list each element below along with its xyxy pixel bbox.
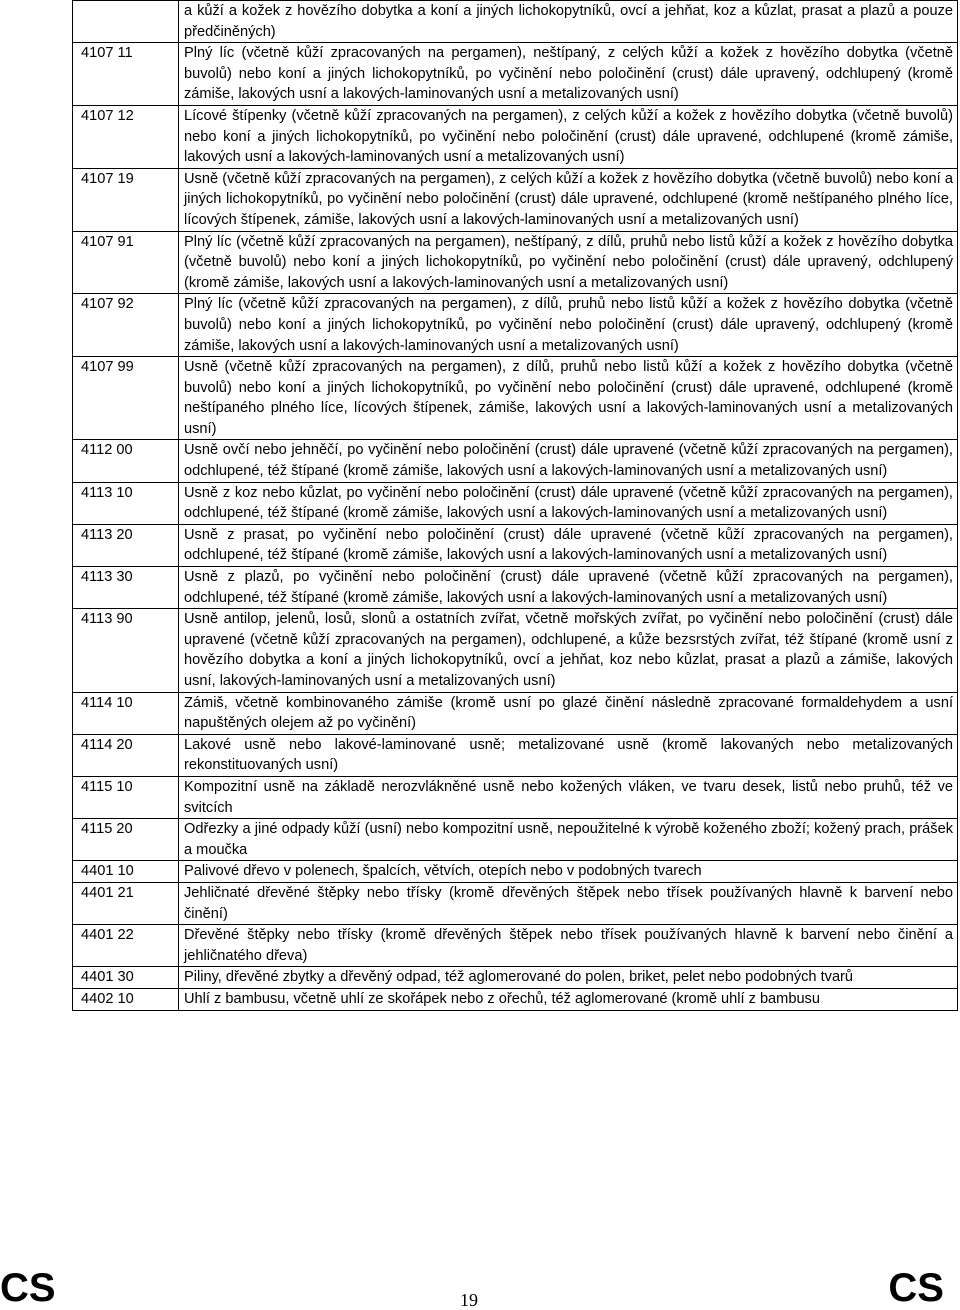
tariff-code: 4113 90 — [73, 609, 179, 692]
tariff-code: 4107 92 — [73, 294, 179, 357]
tariff-description: Usně (včetně kůží zpracovaných na pergamen), z celých kůží a kožek z hovězího dobytka (včetně buvolů) nebo koní a jiných lichokopytníků, po vyčinění nebo poločinění (crust) dále upravené, odchlupené (kromě neštípaného plného líce, lícových štípenek, zámiše, lakových usní a lakových-laminovaných usní a metalizovaných usní) — [179, 168, 958, 231]
tariff-code: 4107 19 — [73, 168, 179, 231]
tariff-code: 4401 30 — [73, 967, 179, 989]
tariff-code: 4402 10 — [73, 988, 179, 1010]
tariff-description: Plný líc (včetně kůží zpracovaných na pergamen), neštípaný, z celých kůží a kožek z hovězího dobytka (včetně buvolů) nebo koní a jiných lichokopytníků, po vyčinění nebo poločinění (crust) dále upravený, odchlupený (kromě zámiše, lakových usní a lakových-laminovaných usní a metalizovaných usní) — [179, 43, 958, 106]
footer-language-label-right: CS — [888, 1266, 944, 1310]
tariff-description: Usně (včetně kůží zpracovaných na pergamen), z dílů, pruhů nebo listů kůží a kožek z hovězího dobytka (včetně buvolů) nebo koní a jiných lichokopytníků, po vyčinění nebo poločinění (crust) dále upravené, odchlupené (kromě neštípaného plného líce, lícových štípenek, zámiše, lakových usní a lakových-laminovaných usní a metalizovaných usní) — [179, 357, 958, 440]
tariff-code: 4401 22 — [73, 925, 179, 967]
tariff-description: Odřezky a jiné odpady kůží (usní) nebo kompozitní usně, nepoužitelné k výrobě koženého zboží; kožený prach, prášek a moučka — [179, 819, 958, 861]
table-row — [73, 357, 958, 440]
table-row — [73, 482, 958, 524]
tariff-description: Palivové dřevo v polenech, špalcích, větvích, otepích nebo v podobných tvarech — [179, 861, 958, 883]
table-row — [73, 692, 958, 734]
table-row — [73, 861, 958, 883]
tariff-code: 4114 20 — [73, 734, 179, 776]
table-row — [73, 231, 958, 294]
tariff-description: Plný líc (včetně kůží zpracovaných na pergamen), z dílů, pruhů nebo listů kůží a kožek z hovězího dobytka (včetně buvolů) nebo koní a jiných lichokopytníků, po vyčinění nebo poločinění (crust) dále upravený, odchlupený (kromě zámiše, lakových usní a lakových-laminovaných usní a metalizovaných usní) — [179, 294, 958, 357]
tariff-description: Usně ovčí nebo jehněčí, po vyčinění nebo poločinění (crust) dále upravené (včetně kůží zpracovaných na pergamen), odchlupené, též štípané (kromě zámiše, lakových usní a lakových-laminovaných usní a metalizovaných usní) — [179, 440, 958, 482]
tariff-description: Uhlí z bambusu, včetně uhlí ze skořápek nebo z ořechů, též aglomerované (kromě uhlí z bambusu — [179, 988, 958, 1010]
tariff-code: 4401 10 — [73, 861, 179, 883]
tariff-description: Zámiš, včetně kombinovaného zámiše (kromě usní po glazé činění následně zpracované formaldehydem a usní napuštěných olejem až po vyčinění) — [179, 692, 958, 734]
tariff-description: Jehličnaté dřevěné štěpky nebo třísky (kromě dřevěných štěpek nebo třísek používaných hlavně k barvení nebo činění) — [179, 882, 958, 924]
table-row — [73, 440, 958, 482]
footer-language-label-left: CS — [0, 1266, 56, 1310]
tariff-code: 4401 21 — [73, 882, 179, 924]
page-number: 19 — [460, 1290, 478, 1310]
tariff-description: Lakové usně nebo lakové-laminované usně; metalizované usně (kromě lakovaných nebo metalizovaných rekonstituovaných usní) — [179, 734, 958, 776]
tariff-description: Kompozitní usně na základě nerozvlákněné usně nebo kožených vláken, ve tvaru desek, listů nebo pruhů, též ve svitcích — [179, 776, 958, 818]
table-row — [73, 988, 958, 1010]
table-row — [73, 567, 958, 609]
tariff-code: 4115 10 — [73, 776, 179, 818]
table-row — [73, 105, 958, 168]
tariff-description: Dřevěné štěpky nebo třísky (kromě dřevěných štěpek nebo třísek používaných hlavně k barvení nebo činění a jehličnatého dřeva) — [179, 925, 958, 967]
tariff-table-body — [73, 1, 958, 1011]
tariff-code: 4112 00 — [73, 440, 179, 482]
table-row — [73, 524, 958, 566]
table-row — [73, 882, 958, 924]
tariff-description: Lícové štípenky (včetně kůží zpracovaných na pergamen), z celých kůží a kožek z hovězího dobytka (včetně buvolů) nebo koní a jiných lichokopytníků, po vyčinění nebo poločinění (crust) dále upravené, odchlupené (kromě zámiše, lakových usní a lakových-laminovaných usní a metalizovaných usní) — [179, 105, 958, 168]
table-row — [73, 819, 958, 861]
tariff-description: Usně z koz nebo kůzlat, po vyčinění nebo poločinění (crust) dále upravené (včetně kůží zpracovaných na pergamen), odchlupené, též štípané (kromě zámiše, lakových usní a lakových-laminovaných usní a metalizovaných usní) — [179, 482, 958, 524]
table-row — [73, 776, 958, 818]
tariff-description: a kůží a kožek z hovězího dobytka a koní a jiných lichokopytníků, ovcí a jehňat, koz a kůzlat, prasat a plazů a pouze předčiněných) — [179, 1, 958, 43]
tariff-description: Plný líc (včetně kůží zpracovaných na pergamen), neštípaný, z dílů, pruhů nebo listů kůží a kožek z hovězího dobytka (včetně buvolů) nebo koní a jiných lichokopytníků, po vyčinění nebo poločinění (crust) dále upravený, odchlupený (kromě zámiše, lakových usní a lakových-laminovaných usní a metalizovaných usní) — [179, 231, 958, 294]
table-row — [73, 967, 958, 989]
tariff-code — [73, 1, 179, 43]
table-row — [73, 734, 958, 776]
tariff-description: Usně antilop, jelenů, losů, slonů a ostatních zvířat, včetně mořských zvířat, po vyčinění nebo poločinění (crust) dále upravené (včetně kůží zpracovaných na pergamen), odchlupené, a kůže bezsrstých zvířat, též štípané (kromě usní z hovězího dobytka a koní a jiných lichokopytníků, ovcí a jehňat, koz nebo kůzlat, prasat a plazů a zámiše, lakových usní, lakových-laminovaných usní a metalizovaných usní) — [179, 609, 958, 692]
tariff-description: Usně z plazů, po vyčinění nebo poločinění (crust) dále upravené (včetně kůží zpracovaných na pergamen), odchlupené, též štípané (kromě zámiše, lakových usní a lakových-laminovaných usní a metalizovaných usní) — [179, 567, 958, 609]
table-row — [73, 43, 958, 106]
tariff-description: Piliny, dřevěné zbytky a dřevěný odpad, též aglomerované do polen, briket, pelet nebo podobných tvarů — [179, 967, 958, 989]
tariff-code: 4114 10 — [73, 692, 179, 734]
tariff-code: 4107 11 — [73, 43, 179, 106]
table-row — [73, 294, 958, 357]
tariff-code: 4113 10 — [73, 482, 179, 524]
tariff-code: 4107 99 — [73, 357, 179, 440]
tariff-table — [72, 0, 958, 1011]
tariff-code: 4113 20 — [73, 524, 179, 566]
tariff-code: 4115 20 — [73, 819, 179, 861]
tariff-code: 4107 91 — [73, 231, 179, 294]
table-row — [73, 925, 958, 967]
table-row — [73, 609, 958, 692]
table-row — [73, 1, 958, 43]
tariff-code: 4107 12 — [73, 105, 179, 168]
tariff-description: Usně z prasat, po vyčinění nebo poločinění (crust) dále upravené (včetně kůží zpracovaných na pergamen), odchlupené, též štípané (kromě zámiše, lakových usní a lakových-laminovaných usní a metalizovaných usní) — [179, 524, 958, 566]
tariff-code: 4113 30 — [73, 567, 179, 609]
table-row — [73, 168, 958, 231]
